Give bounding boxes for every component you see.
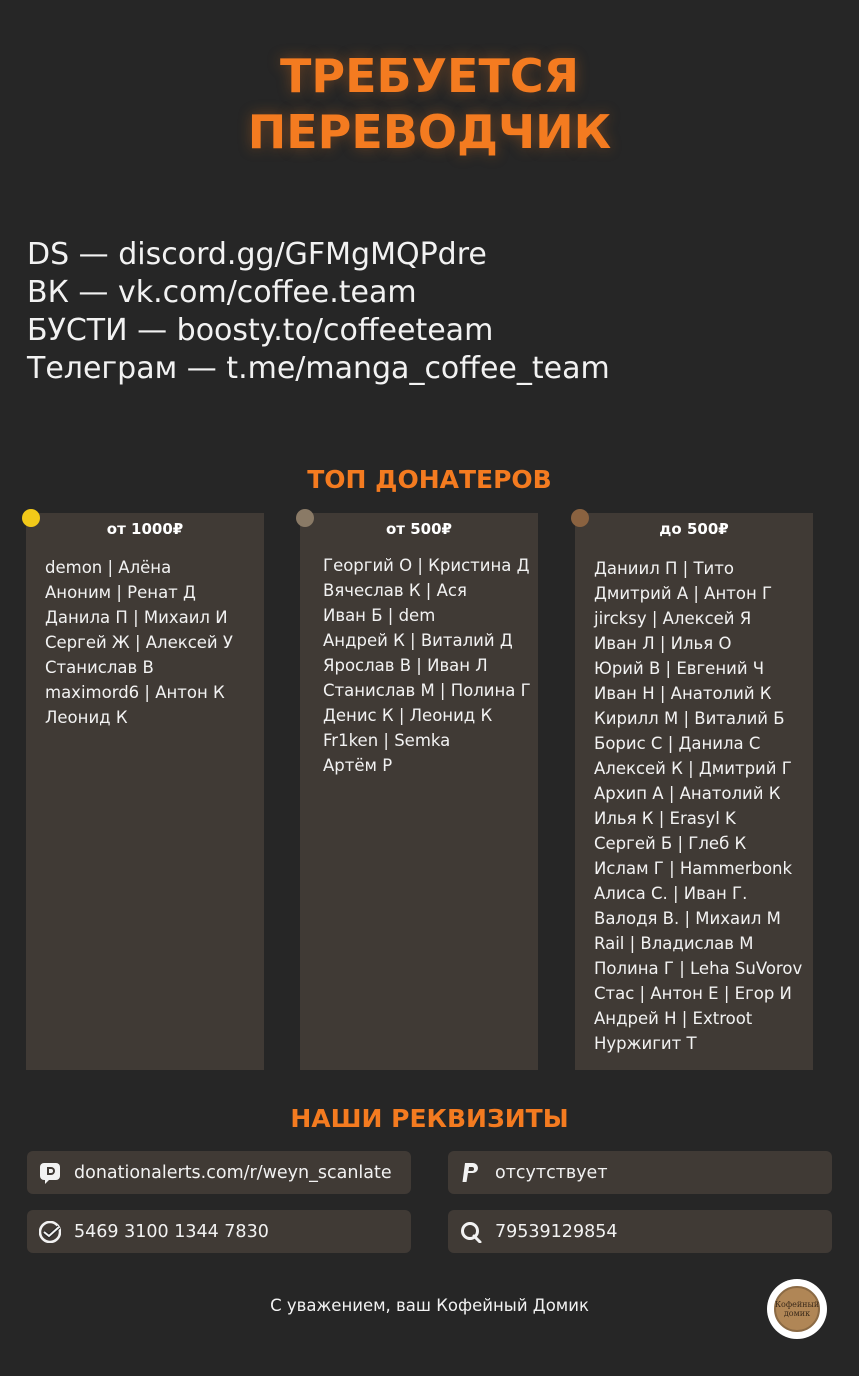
requisite-donationalerts[interactable] [27, 1151, 411, 1194]
donor-entry: Дмитрий А | Антон Г [594, 584, 773, 603]
donor-entry: Fr1ken | Semka [323, 731, 451, 750]
sberbank-icon [38, 1220, 62, 1244]
requisite-sberbank[interactable] [27, 1210, 411, 1253]
donor-entry: Полина Г | Leha SuVorov [594, 959, 803, 978]
requisite-text: 5469 3100 1344 7830 [74, 1221, 269, 1242]
donor-card-tier-500 [300, 513, 538, 1070]
requisite-text: отсутствует [495, 1162, 608, 1183]
qiwi-icon [459, 1220, 483, 1244]
requisites-heading: НАШИ РЕКВИЗИТЫ [290, 1104, 569, 1133]
donor-entry: jircksy | Алексей Я [594, 609, 752, 628]
donor-entry: Денис К | Леонид К [323, 706, 493, 725]
donor-entry: Вячеслав К | Ася [323, 581, 467, 600]
title-line-1: ТРЕБУЕТСЯ [279, 49, 580, 103]
donor-entry: Нуржигит Т [594, 1034, 697, 1053]
donor-entry: Леонид К [45, 708, 128, 727]
donor-entry: Алексей К | Дмитрий Г [594, 759, 792, 778]
donor-entry: Ислам Г | Hammerbonk [594, 859, 793, 878]
footer-signature: С уважением, ваш Кофейный Домик [270, 1296, 589, 1315]
requisite-paypal[interactable] [448, 1151, 832, 1194]
logo-emblem: Кофейный домик [774, 1286, 820, 1332]
donor-entry: Данила П | Михаил И [45, 608, 228, 627]
donors-heading: ТОП ДОНАТЕРОВ [307, 465, 552, 494]
donor-card-title: до 500₽ [659, 520, 729, 538]
donationalerts-icon [38, 1161, 62, 1185]
donor-entry: demon | Алёна [45, 558, 172, 577]
title-line-2: ПЕРЕВОДЧИК [247, 105, 612, 159]
contact-telegram[interactable]: Телеграм — t.me/manga_coffee_team [27, 351, 610, 386]
donor-entry: Станислав В [45, 658, 154, 677]
donor-card-tier-under-500 [575, 513, 813, 1070]
donor-entry: Борис С | Данила С [594, 734, 761, 753]
donor-entry: Георгий О | Кристина Д [323, 556, 530, 575]
contacts-list [27, 236, 610, 388]
donor-entry: Юрий В | Евгений Ч [594, 659, 765, 678]
donor-entry: Артём Р [323, 756, 393, 775]
donor-entry: Илья К | Erasyl K [594, 809, 736, 828]
donor-entry: Кирилл М | Виталий Б [594, 709, 785, 728]
donor-list [323, 553, 531, 778]
donor-entry: Архип А | Анатолий К [594, 784, 781, 803]
donor-entry: Сергей Ж | Алексей У [45, 633, 233, 652]
donor-list [45, 555, 233, 730]
donor-entry: Станислав М | Полина Г [323, 681, 531, 700]
donor-entry: Иван Л | Илья О [594, 634, 732, 653]
donor-entry: Валодя В. | Михаил М [594, 909, 781, 928]
contact-boosty[interactable]: БУСТИ — boosty.to/coffeeteam [27, 313, 494, 348]
requisite-text: 79539129854 [495, 1221, 618, 1242]
donor-card-tier-1000 [26, 513, 264, 1070]
donor-card-title: от 500₽ [386, 520, 452, 538]
donor-entry: Аноним | Ренат Д [45, 583, 196, 602]
donor-entry: Даниил П | Тито [594, 559, 734, 578]
donor-entry: Ярослав В | Иван Л [323, 656, 488, 675]
contact-vk[interactable]: ВК — vk.com/coffee.team [27, 275, 417, 310]
donor-entry: Сергей Б | Глеб К [594, 834, 747, 853]
donor-entry: maximord6 | Антон К [45, 683, 225, 702]
requisite-qiwi[interactable] [448, 1210, 832, 1253]
donor-entry: Андрей К | Виталий Д [323, 631, 513, 650]
requisite-text: donationalerts.com/r/weyn_scanlate [74, 1162, 392, 1183]
donor-entry: Стас | Антон Е | Егор И [594, 984, 792, 1003]
donor-entry: Иван Н | Анатолий К [594, 684, 772, 703]
paypal-icon [459, 1161, 483, 1185]
donor-entry: Алиса С. | Иван Г. [594, 884, 748, 903]
donor-list [594, 556, 802, 1056]
coffee-house-logo [767, 1279, 827, 1339]
page-title [0, 48, 859, 160]
contact-discord[interactable]: DS — discord.gg/GFMgMQPdre [27, 237, 487, 272]
donor-entry: Иван Б | dem [323, 606, 436, 625]
donor-entry: Андрей Н | Extroot [594, 1009, 753, 1028]
donor-card-title: от 1000₽ [106, 520, 184, 538]
donor-entry: Rail | Владислав М [594, 934, 754, 953]
